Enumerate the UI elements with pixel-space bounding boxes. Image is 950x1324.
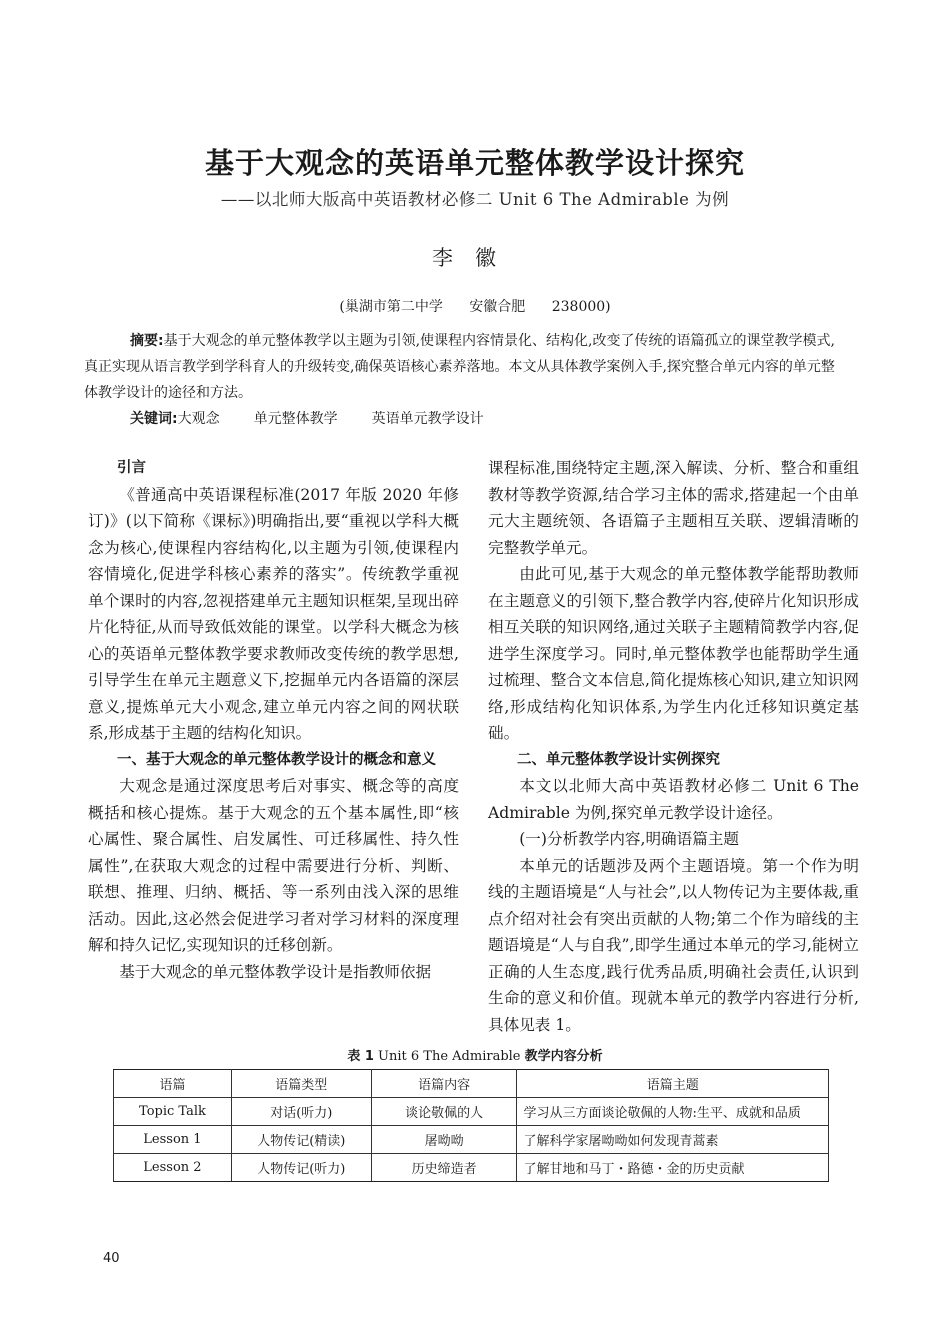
table-header-row (114, 1070, 829, 1098)
table-cell: 人物传记(精读) (231, 1126, 371, 1154)
table-cell: 谈论敬佩的人 (371, 1098, 517, 1126)
section-heading-2: 二、单元整体教学设计实例探究 (517, 751, 720, 768)
table-header-cell: 语篇 (114, 1070, 232, 1098)
affiliation-city: 安徽合肥 (469, 299, 526, 315)
abstract-text: 基于大观念的单元整体教学以主题为引领,使课程内容情景化、结构化,改变了传统的语篇孤立的课堂教学模式,真正实现从语言教学到学科育人的升级转变,确保英语核心素养落地。本文从具体教学案例入手,探究整合单元内容的单元整体教学设计的途径和方法。 (84, 333, 835, 401)
paragraph: 大观念是通过深度思考后对事实、概念等的高度概括和核心提炼。基于大观念的五个基本属性,即“核心属性、聚合属性、启发属性、可迁移属性、持久性属性”,在获取大观念的过程中需要进行分析、判断、联想、推理、归纳、概括、等一系列由浅入深的思维活动。因此,这必然会促进学习者对学习材料的深度理解和持久记忆,实现知识的迁移创新。 (88, 777, 459, 954)
table-row (114, 1098, 829, 1126)
table-cell: 历史缔造者 (371, 1154, 517, 1182)
abstract-label: 摘要: (130, 333, 164, 349)
table-caption-text: Unit 6 The Admirable (378, 1049, 521, 1064)
body-column-right (488, 455, 859, 1038)
subsection-heading: (一)分析教学内容,明确语篇主题 (519, 830, 740, 848)
table-cell: 了解科学家屠呦呦如何发现青蒿素 (517, 1126, 829, 1154)
abstract (84, 328, 848, 406)
table-header-cell: 语篇内容 (371, 1070, 517, 1098)
affiliation-school: (巢湖市第二中学 (339, 299, 443, 315)
paragraph: 基于大观念的单元整体教学设计是指教师依据 (119, 962, 432, 981)
affiliation-zip: 238000) (551, 299, 611, 315)
page-number: 40 (103, 1251, 120, 1266)
content-analysis-table (113, 1069, 829, 1182)
section-heading-intro: 引言 (117, 460, 146, 476)
table-row (114, 1154, 829, 1182)
table-cell: 屠呦呦 (371, 1126, 517, 1154)
table-cell: 了解甘地和马丁・路德・金的历史贡献 (517, 1154, 829, 1182)
table-cell: 对话(听力) (231, 1098, 371, 1126)
table-cell: Lesson 1 (114, 1126, 232, 1154)
article-subtitle: ——以北师大版高中英语教材必修二 Unit 6 The Admirable 为例 (220, 190, 730, 209)
table-row (114, 1126, 829, 1154)
affiliation (0, 296, 950, 316)
table-caption-suffix: 教学内容分析 (524, 1049, 603, 1064)
body-column-left (88, 455, 459, 985)
article-title: 基于大观念的英语单元整体教学设计探究 (204, 146, 745, 180)
paragraph: 本文以北师大高中英语教材必修二 Unit 6 The Admirable 为例,探究单元教学设计途径。 (488, 777, 859, 822)
keywords (130, 409, 850, 429)
table-header-cell: 语篇类型 (231, 1070, 371, 1098)
table-header-cell: 语篇主题 (517, 1070, 829, 1098)
table-cell: 人物传记(听力) (231, 1154, 371, 1182)
keywords-label: 关键词: (130, 411, 178, 427)
keyword: 大观念 (177, 411, 220, 427)
section-heading-1: 一、基于大观念的单元整体教学设计的概念和意义 (117, 751, 436, 768)
paragraph: 本单元的话题涉及两个主题语境。第一个作为明线的主题语境是“人与社会”,以人物传记为主要体裁,重点介绍对社会有突出贡献的人物;第二个作为暗线的主题语境是“人与自我”,即学生通过本单元的学习,能树立正确的人生态度,践行优秀品质,明确社会责任,认识到生命的意义和价值。现就本单元的教学内容进行分析,具体见表 1。 (488, 856, 859, 1034)
author-name: 李徽 (432, 246, 518, 270)
table-cell: Lesson 2 (114, 1154, 232, 1182)
table-cell: 学习从三方面谈论敬佩的人物:生平、成就和品质 (517, 1098, 829, 1126)
paragraph: 《普通高中英语课程标准(2017 年版 2020 年修订)》(以下简称《课标》)明确指出,要“重视以学科大概念为核心,使课程内容结构化,以主题为引领,使课程内容情境化,促进学科核心素养的落实”。传统教学重视单个课时的内容,忽视搭建单元主题知识框架,呈现出碎片化特征,从而导致低效能的课堂。以学科大概念为核心的英语单元整体教学要求教师改变传统的教学思想,引导学生在单元主题意义下,挖掘单元内各语篇的深层意义,提炼单元大小观念,建立单元内容之间的网状联系,形成基于主题的结构化知识。 (88, 485, 459, 742)
table-cell: Topic Talk (114, 1098, 232, 1126)
table-caption-label: 表 1 (347, 1049, 374, 1064)
keyword: 英语单元教学设计 (371, 411, 484, 427)
table-caption (0, 1045, 950, 1064)
paragraph: 由此可见,基于大观念的单元整体教学能帮助教师在主题意义的引领下,整合教学内容,使碎片化知识形成相互关联的知识网络,通过关联子主题精简教学内容,促进学生深度学习。同时,单元整体教学也能帮助学生通过梳理、整合文本信息,简化提炼核心知识,建立知识网络,形成结构化知识体系,为学生内化迁移知识奠定基础。 (488, 565, 859, 742)
keyword: 单元整体教学 (253, 411, 338, 427)
paragraph-continued: 课程标准,围绕特定主题,深入解读、分析、整合和重组教材等教学资源,结合学习主体的需求,搭建起一个由单元大主题统领、各语篇子主题相互关联、逻辑清晰的完整教学单元。 (488, 459, 859, 557)
